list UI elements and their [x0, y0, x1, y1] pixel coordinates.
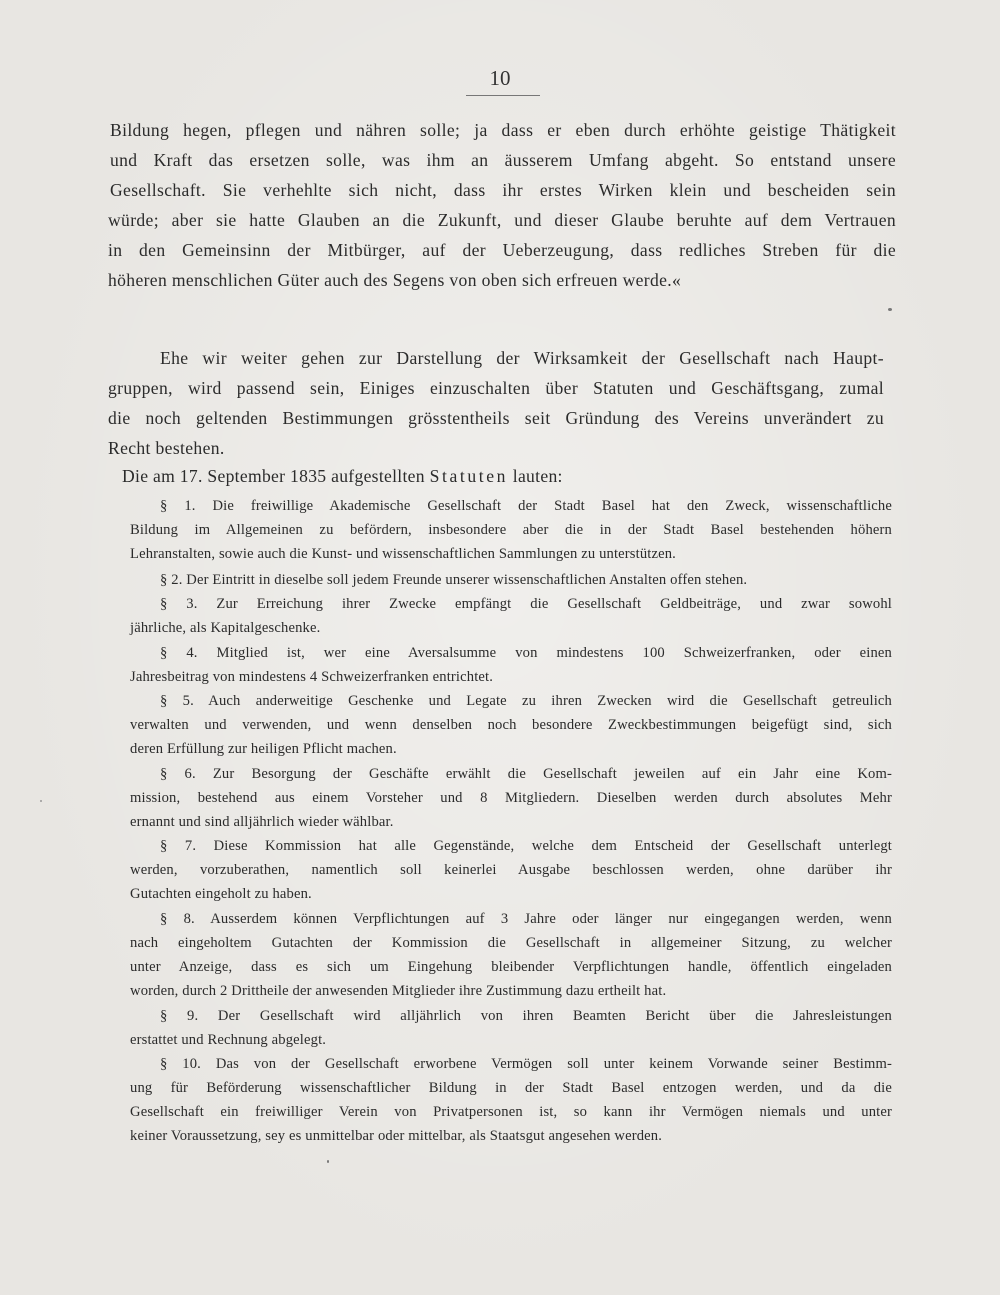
statute-line: Bildung im Allgemeinen zu befördern, insbesondere aber die in der Stadt Basel bestehenden höhern	[130, 522, 892, 538]
scan-speck	[327, 1160, 329, 1163]
scan-speck	[888, 308, 892, 311]
statute-line: unter Anzeige, dass es sich um Eingehung bleibender Verpflichtungen handle, öffentlich eingeladen	[130, 959, 892, 975]
statute-line: ernannt und sind alljährlich wieder wählbar.	[130, 814, 394, 830]
text-line: würde; aber sie hatte Glauben an die Zukunft, und dieser Glaube beruhte auf dem Vertrauen	[108, 210, 896, 230]
statutes-intro-prefix: Die am 17. September 1835 aufgestellten	[122, 466, 430, 486]
statutes-intro-suffix: lauten:	[508, 466, 563, 486]
text-line: Recht bestehen.	[108, 438, 225, 458]
text-line: gruppen, wird passend sein, Einiges einzuschalten über Statuten und Geschäftsgang, zumal	[108, 378, 884, 398]
statute-line: Jahresbeitrag von mindestens 4 Schweizerfranken entrichtet.	[130, 669, 494, 685]
text-line: Gesellschaft. Sie verhehlte sich nicht, dass ihr erstes Wirken klein und bescheiden sein	[110, 180, 896, 200]
text-line: Ehe wir weiter gehen zur Darstellung der Wirksamkeit der Gesellschaft nach Haupt-	[160, 348, 884, 368]
statute-line: deren Erfüllung zur heiligen Pflicht machen.	[130, 741, 397, 757]
statute-line: § 7. Diese Kommission hat alle Gegenstände, welche dem Entscheid der Gesellschaft unterlegt	[160, 838, 892, 854]
statute-line: Gesellschaft ein freiwilliger Verein von Privatpersonen ist, so kann ihr Vermögen niemals und unter	[130, 1104, 892, 1120]
statute-line: § 8. Ausserdem können Verpflichtungen auf 3 Jahre oder länger nur eingegangen werden, wenn	[160, 911, 892, 927]
statute-line: § 3. Zur Erreichung ihrer Zwecke empfängt die Gesellschaft Geldbeiträge, und zwar sowohl	[160, 596, 892, 612]
statutes-intro	[122, 466, 563, 487]
text-line: höheren menschlichen Güter auch des Segens von oben sich erfreuen werde.«	[108, 270, 682, 290]
statute-line: jährliche, als Kapitalgeschenke.	[130, 620, 321, 636]
statute-line: keiner Voraussetzung, sey es unmittelbar oder mittelbar, als Staatsgut angesehen werden.	[130, 1128, 663, 1144]
statutes-intro-spaced-word: Statuten	[429, 466, 509, 486]
statute-line: verwalten und verwenden, und wenn denselben noch besondere Zweckbestimmungen beigefügt sind, sich	[130, 717, 892, 733]
page-number: 10	[489, 66, 511, 90]
statute-line: worden, durch 2 Drittheile der anwesenden Mitglieder ihre Zustimmung dazu ertheilt hat.	[130, 983, 667, 999]
scan-speck	[40, 800, 42, 802]
statute-line: § 6. Zur Besorgung der Geschäfte erwählt die Gesellschaft jeweilen auf ein Jahr eine Kom-	[160, 766, 892, 782]
statute-line: Lehranstalten, sowie auch die Kunst- und wissenschaftlichen Sammlungen zu unterstützen.	[130, 546, 676, 562]
text-line: und Kraft das ersetzen solle, was ihm an äusserem Umfang abgeht. So entstand unsere	[110, 150, 896, 170]
statute-line: § 5. Auch anderweitige Geschenke und Legate zu ihren Zwecken wird die Gesellschaft getreulich	[160, 693, 892, 709]
page-number-rule	[466, 95, 540, 96]
statute-line: mission, bestehend aus einem Vorsteher und 8 Mitgliedern. Dieselben werden durch absolutes Mehr	[130, 790, 892, 806]
statute-line: erstattet und Rechnung abgelegt.	[130, 1032, 327, 1048]
text-line: Bildung hegen, pflegen und nähren solle; ja dass er eben durch erhöhte geistige Thätigkeit	[110, 120, 896, 140]
text-line: die noch geltenden Bestimmungen grösstentheils seit Gründung des Vereins unverändert zu	[108, 408, 884, 428]
text-line: in den Gemeinsinn der Mitbürger, auf der Ueberzeugung, dass redliches Streben für die	[108, 240, 896, 260]
statute-line: nach eingeholtem Gutachten der Kommission die Gesellschaft in allgemeiner Sitzung, zu welcher	[130, 935, 892, 951]
statute-line: § 1. Die freiwillige Akademische Gesellschaft der Stadt Basel hat den Zweck, wissenschaftliche	[160, 498, 892, 514]
statute-line: § 4. Mitglied ist, wer eine Aversalsumme von mindestens 100 Schweizerfranken, oder einen	[160, 645, 892, 661]
statute-line: § 9. Der Gesellschaft wird alljährlich von ihren Beamten Bericht über die Jahresleistungen	[160, 1008, 892, 1024]
statute-line: § 2. Der Eintritt in dieselbe soll jedem Freunde unserer wissenschaftlichen Anstalten offen stehen.	[160, 572, 748, 588]
statute-line: ung für Beförderung wissenschaftlicher Bildung in der Stadt Basel entzogen werden, und da die	[130, 1080, 892, 1096]
statute-line: § 10. Das von der Gesellschaft erworbene Vermögen soll unter keinem Vorwande seiner Bestimm-	[160, 1056, 892, 1072]
statute-line: werden, vorzuberathen, namentlich soll keinerlei Ausgabe beschlossen werden, ohne darüber ihr	[130, 862, 892, 878]
statute-line: Gutachten eingeholt zu haben.	[130, 886, 312, 902]
